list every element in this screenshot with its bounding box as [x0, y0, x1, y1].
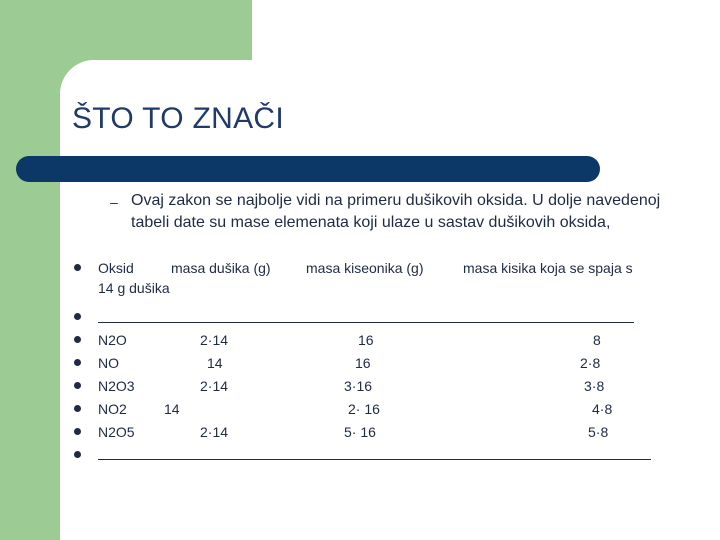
cell-oxygen-per-14g: 2·8 — [580, 355, 601, 371]
cell-oxide: NO2 — [98, 401, 127, 417]
cell-nitrogen: 2·14 — [200, 332, 229, 348]
cell-oxygen-per-14g: 3·8 — [584, 378, 605, 394]
bullet-icon — [74, 428, 81, 435]
header-oxide: Oksid — [98, 260, 134, 276]
intro-paragraph: Ovaj zakon se najbolje vidi na primeru dušikovih oksida. U dolje navedenoj tabeli date su mase elemenata koji ulaze u sastav dušikovih oksida, — [131, 192, 661, 231]
header-oxygen-per-14g-cont: 14 g dušika — [98, 280, 170, 296]
slide-title: ŠTO TO ZNAČI — [72, 102, 284, 135]
cell-oxide: N2O — [98, 332, 127, 348]
title-underline-bar — [16, 156, 600, 182]
table-bottom-rule — [98, 459, 651, 460]
sub-bullet-dash: – — [110, 194, 118, 210]
cell-oxide: N2O3 — [98, 378, 135, 394]
bullet-icon — [74, 264, 81, 271]
cell-nitrogen: 2·14 — [200, 378, 229, 394]
cell-oxygen-per-14g: 4·8 — [592, 401, 613, 417]
cell-oxide: N2O5 — [98, 424, 135, 440]
cell-oxygen: 16 — [358, 332, 374, 348]
header-nitrogen-mass: masa dušika (g) — [171, 260, 271, 276]
bullet-icon — [74, 359, 81, 366]
cell-oxygen: 5· 16 — [344, 424, 376, 440]
cell-oxide: NO — [98, 355, 119, 371]
cell-oxygen: 16 — [355, 355, 371, 371]
bullet-icon — [74, 451, 81, 458]
cell-oxygen-per-14g: 8 — [593, 332, 601, 348]
cell-oxygen-per-14g: 5·8 — [588, 424, 609, 440]
header-oxygen-mass: masa kiseonika (g) — [306, 260, 424, 276]
cell-oxygen: 3·16 — [344, 378, 373, 394]
cell-nitrogen: 14 — [207, 355, 223, 371]
header-oxygen-per-14g: masa kisika koja se spaja s — [463, 260, 633, 276]
bullet-icon — [74, 405, 81, 412]
bullet-icon — [74, 382, 81, 389]
table-top-rule — [98, 322, 634, 323]
decor-green-left — [0, 0, 60, 540]
cell-oxygen: 2· 16 — [348, 401, 380, 417]
bullet-icon — [74, 336, 81, 343]
cell-nitrogen: 14 — [164, 401, 180, 417]
cell-nitrogen: 2·14 — [200, 424, 229, 440]
bullet-icon — [74, 313, 81, 320]
